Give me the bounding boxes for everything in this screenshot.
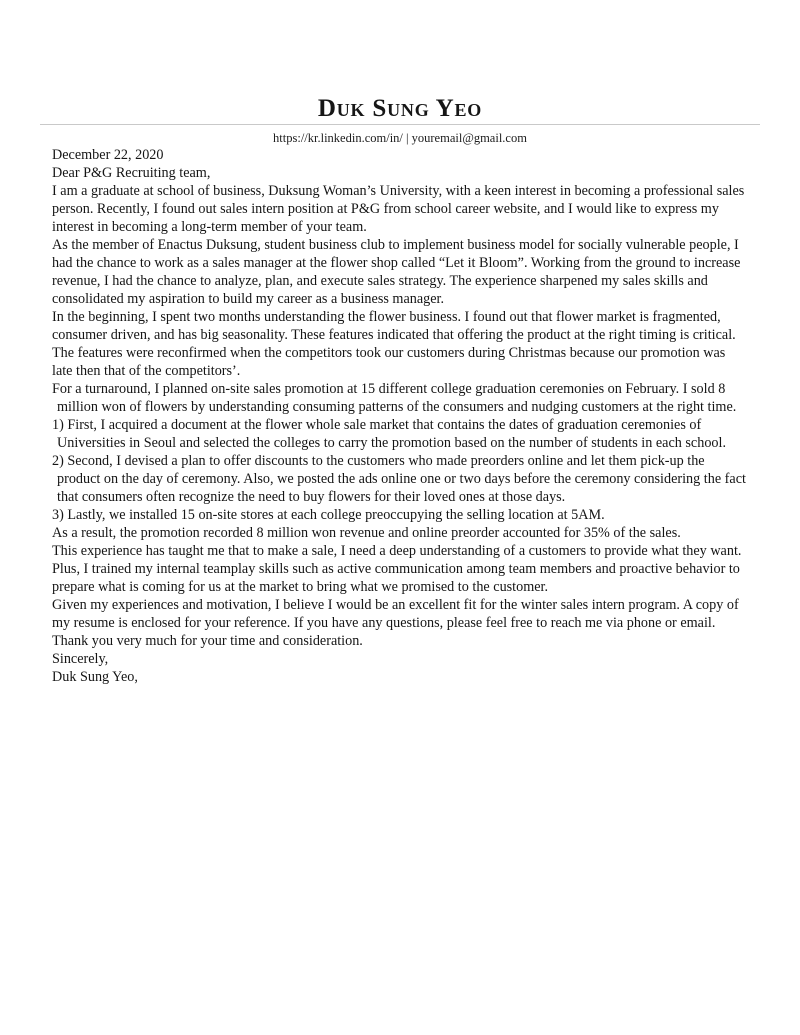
letter-date: December 22, 2020 [52,147,164,163]
letter-list-item-3: 3) Lastly, we installed 15 on-site stores at each college preoccupying the selling location at 5AM. [52,507,605,523]
letter-paragraph-fit: Given my experiences and motivation, I believe I would be an excellent fit for the winter sales intern program. A copy of my resume is enclosed for your reference. If you have any questions, please feel free to reach me via phone or email. [52,597,739,631]
letter-header [0,94,800,146]
letter-body [0,146,800,726]
letter-list-item-2: 2) Second, I devised a plan to offer discounts to the customers who made preorders online and let them pick-up the product on the day of ceremony. Also, we posted the ads online one or two days before the ceremony considering the fact that consumers often recognize the need to buy flowers for their loved ones at those days. [52,453,746,505]
letter-salutation: Dear P&G Recruiting team, [52,165,211,181]
header-divider [40,124,760,125]
letter-closing: Sincerely, [52,651,109,667]
applicant-name: Duk Sung Yeo [317,95,483,122]
letter-paragraph-lessons: This experience has taught me that to make a sale, I need a deep understanding of a customers to provide what they want. Plus, I trained my internal teamplay skills such as active communication among team members and proactive behavior to prepare what is coming for us at the market to bring what we promised to the customer. [52,543,742,595]
letter-paragraph-market-research: In the beginning, I spent two months understanding the flower business. I found out that flower market is fragmented, consumer driven, and has big seasonality. These features indicated that offering the product at the right timing is critical. The features were reconfirmed when the competitors took our customers during Christmas because our promotion was late then that of the competitors’. [52,309,736,379]
letter-signature: Duk Sung Yeo, [52,669,138,685]
contact-line: https://kr.linkedin.com/in/ | youremail@gmail.com [273,131,527,145]
letter-paragraph-thanks: Thank you very much for your time and consideration. [52,633,363,649]
letter-paragraph-intro: I am a graduate at school of business, Duksung Woman’s University, with a keen interest in becoming a professional sales person. Recently, I found out sales intern position at P&G from school career website, and I would like to express my interest in becoming a long-term member of your team. [52,183,745,235]
letter-paragraph-enactus: As the member of Enactus Duksung, student business club to implement business model for socially vulnerable people, I had the chance to work as a sales manager at the flower shop called “Let it Bloom”. Working from the ground to increase revenue, I had the chance to analyze, plan, and execute sales strategy. The experience sharpened my sales skills and consolidated my aspiration to build my career as a business manager. [52,237,741,307]
letter-paragraph-turnaround: For a turnaround, I planned on-site sales promotion at 15 different college graduation ceremonies on February. I sold 8 million won of flowers by understanding consuming patterns of the consumers and nudging customers at the right time. [52,381,737,415]
letter-paragraph-result: As a result, the promotion recorded 8 million won revenue and online preorder accounted for 35% of the sales. [52,525,681,541]
letter-list-item-1: 1) First, I acquired a document at the flower whole sale market that contains the dates of graduation ceremonies of Universities in Seoul and selected the colleges to carry the promotion based on the number of students in each school. [52,417,727,451]
